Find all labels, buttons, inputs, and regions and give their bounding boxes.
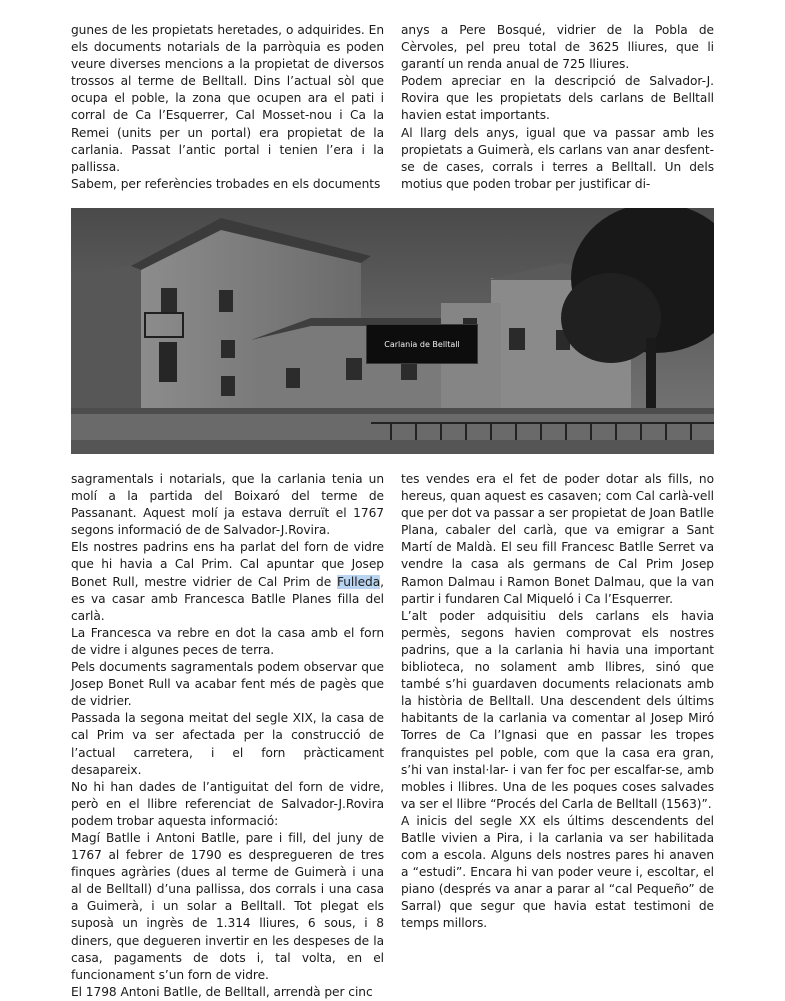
paragraph: tes vendes era el fet de poder dotar als fills, no hereus, quan aquest es casaven; com Cal carlà-vell que per dot va passar a ser propietat de Joan Batlle Plana, cabaler del carlà, que va emigrar a Sant Martí de Maldà. El seu fill Francesc Batlle Serret va vendre la casa als germans de Cal Prim Josep Ramon Dalmau i Ramon Bonet Dalmau, que la van partir i fundaren Cal Miqueló i Ca l’Esquerrer.: [401, 472, 714, 606]
paragraph: No hi han dades de l’antiguitat del forn de vidre, però en el llibre referenciat de Salvador-J.Rovira podem trobar aquesta informació:: [71, 779, 384, 828]
paragraph: Magí Batlle i Antoni Batlle, pare i fill, del juny de 1767 al febrer de 1790 es despregueren de tres finques agràries (dues al terme de Guimerà i una al de Belltall) d’una pallissa, dos corrals i una casa a Guimerà, i un solar a Belltall. Tot plegat els suposà un ingrès de 1.314 lliures, 6 sous, i 8 diners, que degueren invertir en les despeses de la casa, pagaments de dots i, tal volta, en el funcionament s’un forn de vidre.: [71, 830, 384, 982]
paragraph: Al llarg dels anys, igual que va passar amb les propietats a Guimerà, els carlans van anar desfent-se de cases, corrals i terres a Belltall. Un dels motius que poden trobar per justificar di-: [401, 125, 714, 191]
paragraph: anys a Pere Bosqué, vidrier de la Pobla de Cèrvoles, pel preu total de 3625 lliures, que li garantí un renda anual de 725 lliures.: [401, 23, 714, 72]
paragraph: Podem apreciar en la descripció de Salvador-J. Rovira que les propietats dels carlans de Belltall havien estat importants.: [401, 74, 714, 123]
text-column-top-right: [401, 22, 714, 193]
text-run: Els nostres padrins ens ha parlat del forn de vidre que hi havia a Cal Prim. Cal apuntar que Josep Bonet Rull, mestre vidrier de Cal Prim de: [71, 540, 384, 589]
text-column-top-left: [71, 22, 384, 193]
highlighted-word: Fulleda: [336, 574, 381, 589]
paragraph: gunes de les propietats heretades, o adquirides. En els documents notarials de la parròquia es poden veure diverses mencions a la propietat de diversos trossos al terme de Belltall. Dins l’actual sòl que ocupa el poble, la zona que ocupen ara el pati i corral de Ca l’Esquerrer, Cal Mosset-nou i Ca la Remei (units per un portal) era propietat de la carlania. Passat l’antic portal i tenien l’era i la pallissa.: [71, 23, 384, 174]
paragraph: Passada la segona meitat del segle XIX, la casa de cal Prim va ser afectada per la construcció de l’actual carretera, i el forn pràcticament desapareix.: [71, 711, 384, 777]
paragraph: Pels documents sagramentals podem observar que Josep Bonet Rull va acabar fent més de pagès que de vidrier.: [71, 660, 384, 709]
paragraph: L’alt poder adquisitiu dels carlans els havia permès, segons havien comprovat els nostres padrins, que a la carlania hi havia una important biblioteca, no solament amb llibres, sinó que també s’hi guardaven documents relacionats amb la història de Belltall. Una descendent dels últims habitants de la carlania va comentar al Josep Miró Torres de Ca l’Ignasi que en passar les tropes franquistes pel poble, com que la casa era gran, s’hi van instal·lar- i van fer foc per escalfar-se, amb mobles i llibres. Una de les poques coses salvades va ser el llibre “Procés del Carla de Belltall (1563)”.: [401, 608, 714, 811]
paragraph: La Francesca va rebre en dot la casa amb el forn de vidre i algunes peces de terra.: [71, 625, 384, 657]
paragraph: [71, 539, 384, 624]
photo-caption: Carlania de Belltall: [384, 339, 460, 349]
paragraph: El 1798 Antoni Batlle, de Belltall, arrendà per cinc: [71, 984, 373, 999]
text-column-bottom-right: [401, 471, 714, 933]
photo-caption-box: [366, 324, 478, 364]
text-run: , es va casar amb Francesca Batlle Planes filla del carlà.: [71, 574, 384, 623]
text-column-bottom-left: [71, 471, 384, 1001]
paragraph: sagramentals i notarials, que la carlania tenia un molí a la partida del Boixaró del terme de Passanant. Aquest molí ja estava derruït el 1767 segons informació de de Salvador-J.Rovira.: [71, 472, 384, 538]
paragraph: Sabem, per referències trobades en els documents: [71, 176, 381, 191]
paragraph: A inicis del segle XX els últims descendents del Batlle vivien a Pira, i la carlania va ser habilitada com a escola. Alguns dels nostres pares hi anaven a “estudi”. Encara hi van poder veure i, escoltar, el piano (després va anar a parar al “cal Pequeño” de Sarral) que segur que havia estat testimoni de temps millors.: [401, 813, 714, 931]
